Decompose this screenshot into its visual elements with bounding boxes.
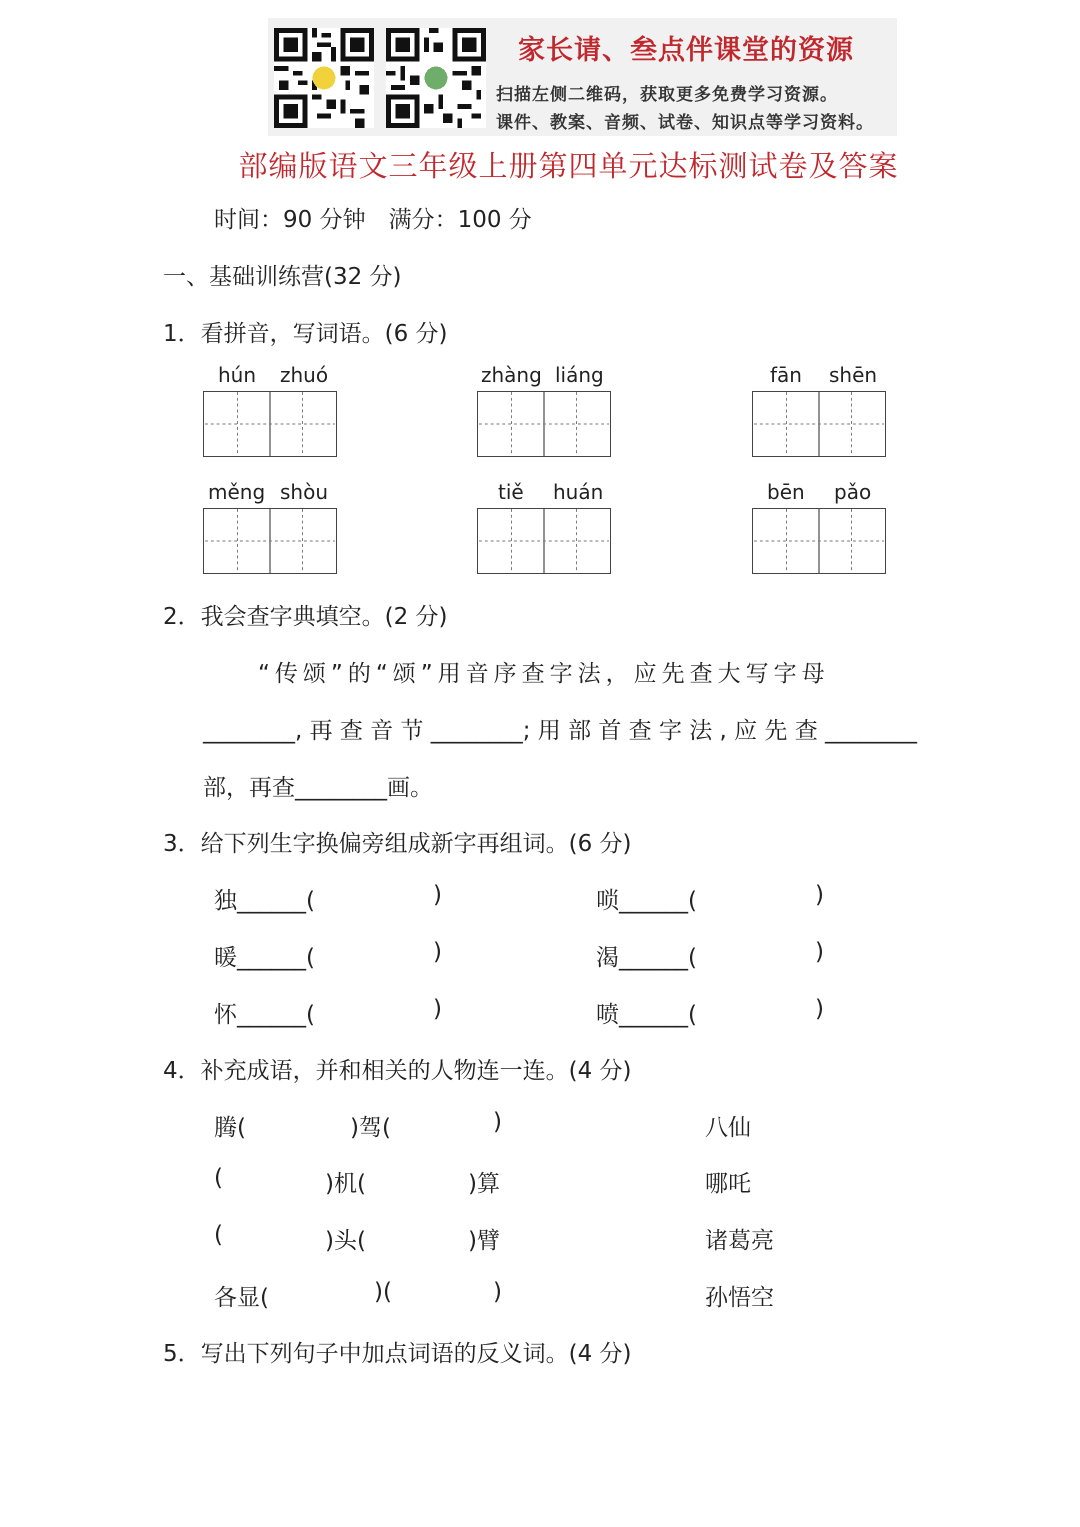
pinyin: hún [218,363,257,387]
idiom-part: ( [214,1165,223,1191]
banner-line-2: 课件、教案、音频、试卷、知识点等学习资料。 [496,113,874,133]
pinyin: shēn [829,363,878,387]
person-name: 诸葛亮 [705,1228,774,1254]
pinyin: shòu [280,480,329,504]
person-name: 八仙 [705,1115,751,1141]
writing-grid[interactable] [477,391,611,457]
pinyin: měng [208,480,266,504]
fill-blank-close: ) [815,939,824,965]
question-2-line-2: ________,再查音节________;用部首查字法,应先查________ [203,718,917,744]
writing-grid[interactable] [203,391,337,457]
pinyin: tiě [498,480,524,504]
writing-grid[interactable] [752,508,886,574]
fill-blank-item: 渴______( [596,945,697,971]
idiom-part: )驾( [350,1115,391,1141]
fill-blank-item: 暖______( [214,945,315,971]
idiom-part: ) [493,1109,502,1135]
idiom-part: )算 [468,1171,500,1197]
fill-blank-item: 独______( [214,888,315,914]
idiom-part: )臂 [468,1228,500,1254]
question-5-title: 5．写出下列句子中加点词语的反义词。(4 分) [163,1341,632,1367]
fill-blank-item: 唢______( [596,888,697,914]
idiom-part: )( [374,1279,392,1305]
idiom-part: 各显( [214,1285,269,1311]
question-1-title: 1．看拼音，写词语。(6 分) [163,321,448,347]
writing-grid[interactable] [203,508,337,574]
fill-blank-item: 怀______( [214,1002,315,1028]
idiom-part: 腾( [214,1115,246,1141]
question-2-line-1: “传颂”的“颂”用音序查字法，应先查大写字母 [258,661,830,687]
fill-blank-close: ) [433,939,442,965]
question-2-line-3: 部，再查________画。 [203,775,433,801]
idiom-part: ( [214,1222,223,1248]
fill-blank-item: 喷______( [596,1002,697,1028]
pinyin: pǎo [834,480,872,504]
pinyin: zhàng [481,363,542,387]
pinyin: bēn [767,480,805,504]
person-name: 孙悟空 [705,1285,774,1311]
idiom-part: )头( [325,1228,366,1254]
fill-blank-close: ) [815,996,824,1022]
writing-grid[interactable] [477,508,611,574]
fill-blank-close: ) [433,996,442,1022]
writing-grid[interactable] [752,391,886,457]
person-name: 哪吒 [705,1171,751,1197]
fill-blank-close: ) [815,882,824,908]
pinyin: fān [770,363,802,387]
pinyin: liáng [555,363,604,387]
pinyin: zhuó [280,363,329,387]
exam-meta: 时间：90 分钟 满分：100 分 [214,207,532,233]
promo-banner [268,18,897,136]
qr-code-icon[interactable] [274,28,374,128]
banner-line-1: 扫描左侧二维码，获取更多免费学习资源。 [496,85,838,105]
qr-code-icon[interactable] [386,28,486,128]
idiom-part: ) [493,1279,502,1305]
section-heading: 一、基础训练营(32 分) [163,264,402,290]
pinyin: huán [553,480,604,504]
question-4-title: 4．补充成语，并和相关的人物连一连。(4 分) [163,1058,632,1084]
fill-blank-close: ) [433,882,442,908]
banner-title: 家长请、叁点伴课堂的资源 [518,35,854,66]
document-title: 部编版语文三年级上册第四单元达标测试卷及答案 [238,149,899,183]
question-3-title: 3．给下列生字换偏旁组成新字再组词。(6 分) [163,831,632,857]
idiom-part: )机( [325,1171,366,1197]
question-2-title: 2．我会查字典填空。(2 分) [163,604,448,630]
